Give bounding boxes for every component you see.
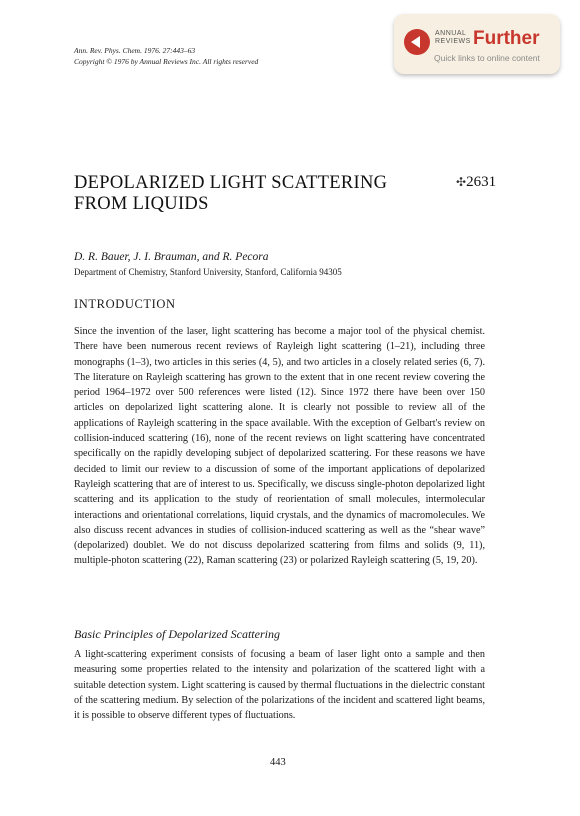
journal-copyright: Copyright © 1976 by Annual Reviews Inc. All rights reserved — [74, 57, 259, 66]
further-label: Further — [473, 28, 540, 49]
annual-reviews-wordmark — [435, 30, 471, 46]
title-line-2: FROM LIQUIDS — [74, 194, 209, 214]
brand-top: ANNUAL — [435, 30, 467, 37]
journal-header — [74, 45, 258, 67]
article-authors: D. R. Bauer, J. I. Brauman, and R. Pecora — [74, 251, 269, 263]
section-heading-introduction: INTRODUCTION — [74, 297, 176, 311]
brand-bottom: REVIEWS — [435, 38, 471, 45]
page-number: 443 — [270, 757, 286, 768]
code-number: 2631 — [466, 174, 497, 190]
introduction-paragraph: Since the invention of the laser, light scattering has become a major tool of the physical chemist. There have been numerous recent reviews of Rayleigh light scattering (1–21), including three monographs (1–3), two articles in this series (4, 5), and two articles in a closely related series (6, 7). The literature on Rayleigh scattering has grown to the extent that in one recent review covering the period 1964–1972 over 500 references were listed (12). Since 1972 there have been over 150 articles on depolarized light scattering alone. It is clearly not possible to review all of the applications of Rayleigh scattering in the space available. With the exception of Gelbart's review on collision-induced scattering (16), none of the recent reviews on light scattering have concentrated specifically on the rapidly developing subject of depolarized scattering. For these reasons we have decided to limit our review to a discussion of some of the important applications of depolarized Rayleigh scattering that are of interest to us. Specifically, we discuss single-photon depolarized light scattering and its application to the study of reorientation of small molecules, intermolecular interactions and orientational correlations, liquid crystals, and the dynamics of macromolecules. We also discuss recent advances in studies of collision-induced scattering as well as the “shear wave” (depolarized) doublet. We do not discuss depolarized scattering from films and solids (9, 11), multiple-photon scattering (22), Raman scattering (23) or polarized Rayleigh scattering (5, 19, 20). — [74, 326, 485, 567]
basic-principles-paragraph: A light-scattering experiment consists of focusing a beam of laser light onto a sample and then measuring some properties related to the intensity and polarization of the scattered light with a suitable detection system. Light scattering is caused by thermal fluctuations in the dielectric constant of the scattering medium. By selection of the polarizations of the incident and scattered light beams, it is possible to observe different types of fluctuations. — [74, 649, 485, 722]
subsection-heading-basic-principles: Basic Principles of Depolarized Scattering — [74, 627, 280, 641]
article-title — [74, 173, 387, 215]
author-affiliation: Department of Chemistry, Stanford University, Stanford, California 94305 — [74, 267, 342, 277]
code-symbol-icon: ✣ — [456, 175, 467, 189]
journal-citation: Ann. Rev. Phys. Chem. 1976. 27:443–63 — [74, 46, 196, 55]
article-code — [456, 174, 496, 191]
title-line-1: DEPOLARIZED LIGHT SCATTERING — [74, 173, 388, 193]
further-banner-link[interactable] — [394, 14, 560, 74]
quick-links-tagline: Quick links to online content — [434, 53, 540, 63]
annual-reviews-logo-icon — [404, 29, 430, 55]
